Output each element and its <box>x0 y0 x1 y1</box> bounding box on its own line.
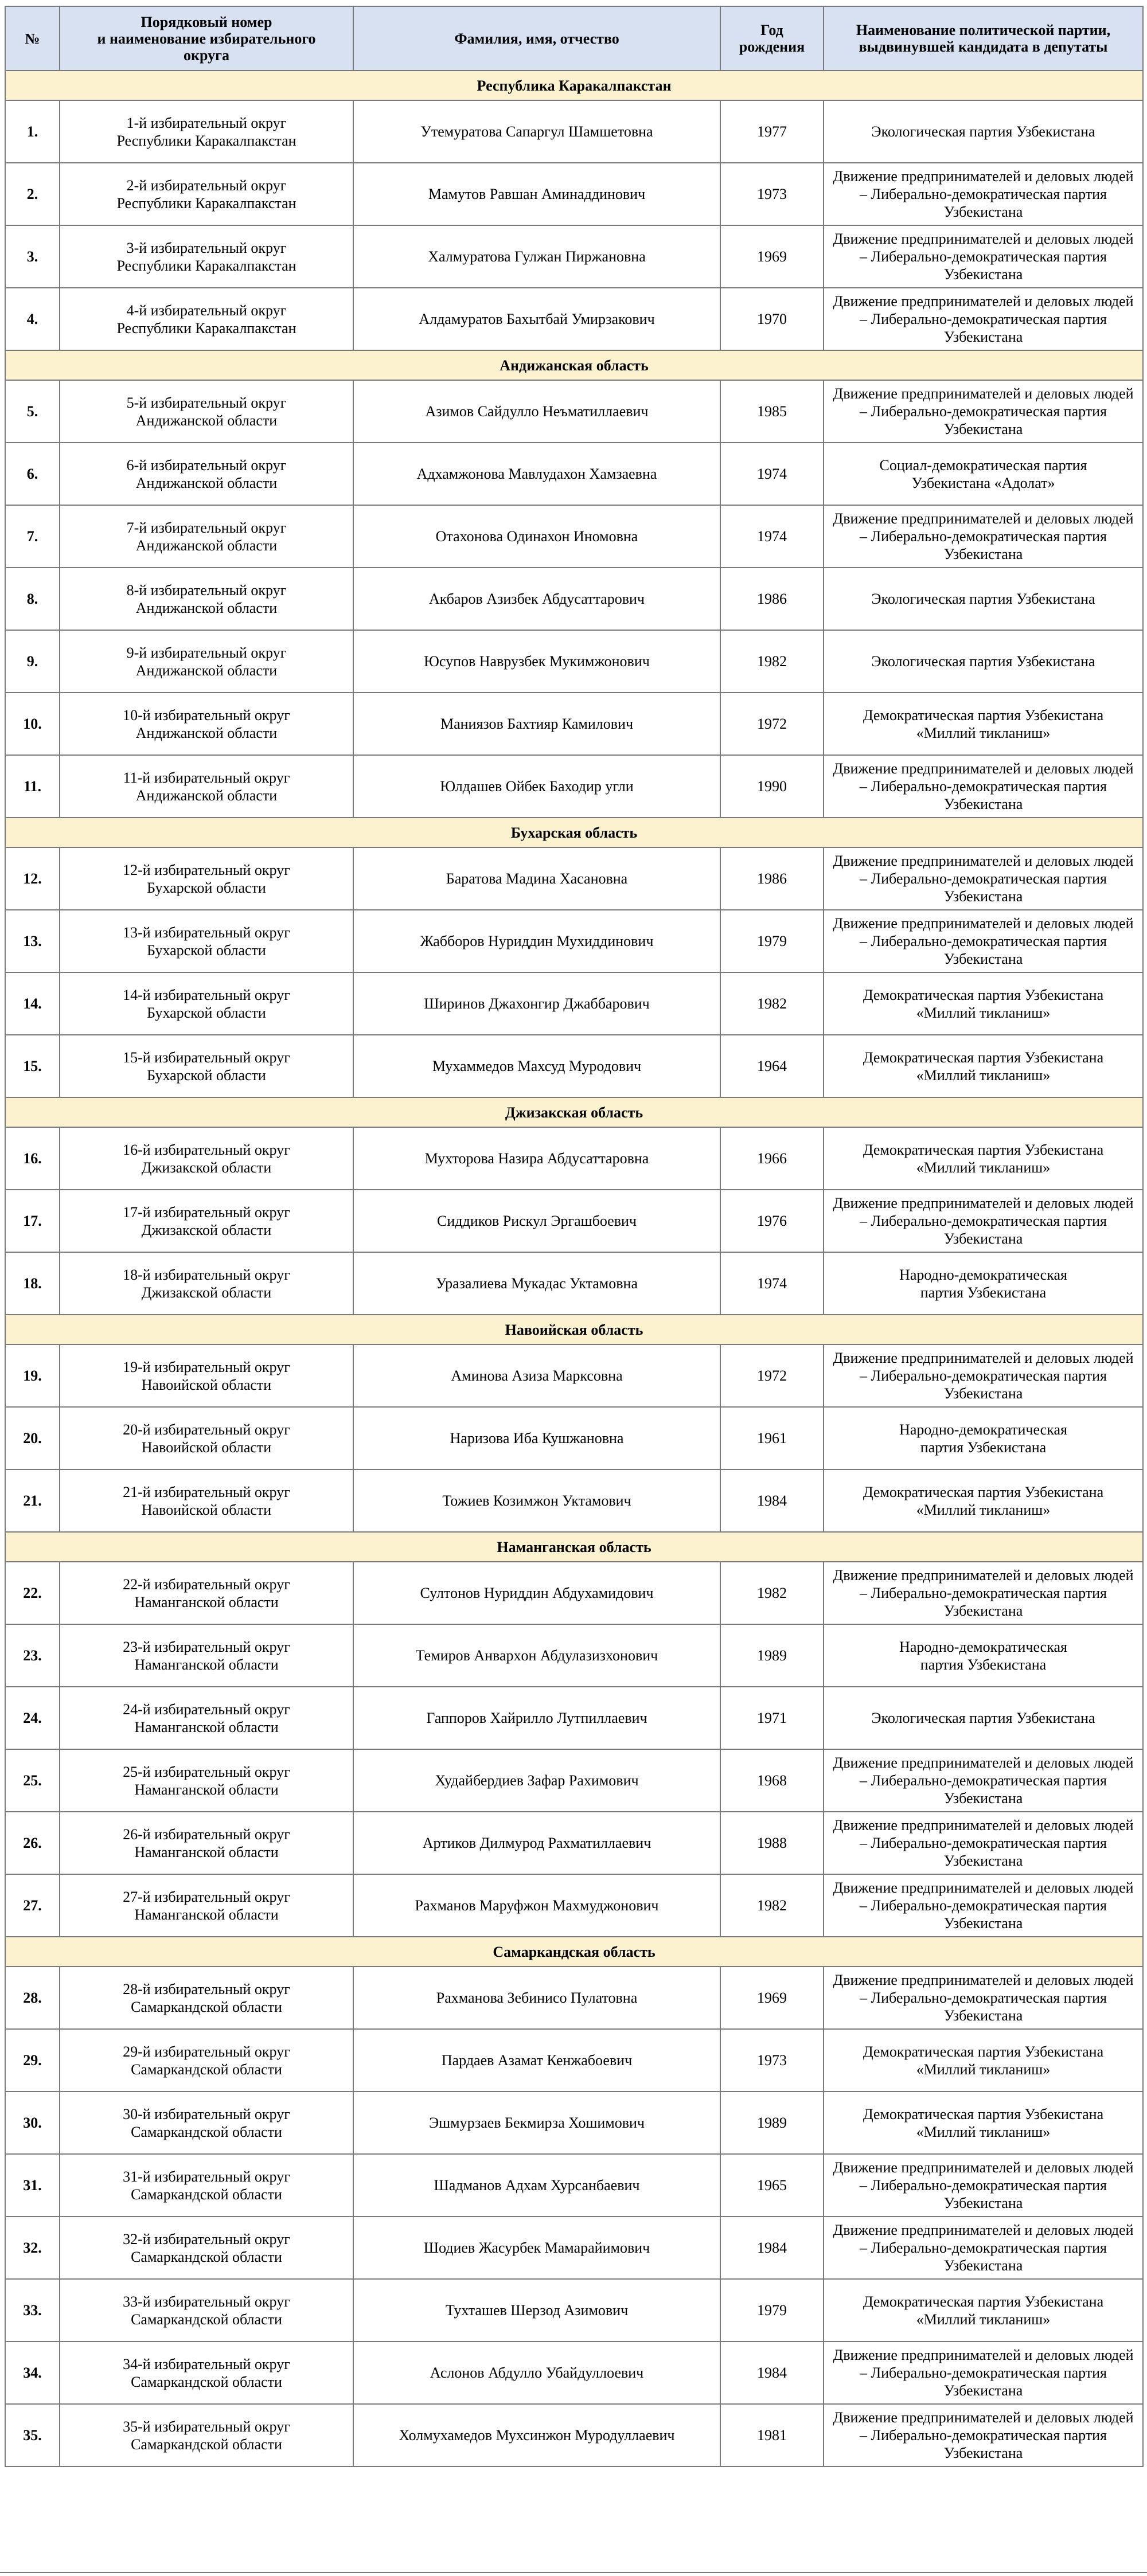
cell-full-name: Тухташев Шерзод Азимович <box>353 2279 720 2342</box>
cell-district: 2-й избирательный округ Республики Каракалпакстан <box>60 163 353 225</box>
table-row <box>5 1624 1143 1687</box>
bottom-divider <box>0 2572 1147 2573</box>
cell-birth-year: 1982 <box>720 1562 824 1624</box>
cell-full-name: Пардаев Азамат Кенжабоевич <box>353 2029 720 2092</box>
cell-full-name: Сиддиков Рискул Эргашбоевич <box>353 1190 720 1252</box>
cell-number: 10. <box>5 693 60 755</box>
cell-number: 33. <box>5 2279 60 2342</box>
cell-number: 18. <box>5 1252 60 1315</box>
cell-district: 34-й избирательный округ Самаркандской области <box>60 2342 353 2404</box>
cell-party: Демократическая партия Узбекистана «Миллий тикланиш» <box>824 972 1143 1035</box>
table-row <box>5 2154 1143 2217</box>
table-row <box>5 1127 1143 1190</box>
cell-birth-year: 1974 <box>720 505 824 568</box>
cell-birth-year: 1973 <box>720 2029 824 2092</box>
header-district-text: Порядковый номер и наименование избирательного округа <box>97 13 316 64</box>
table-row <box>5 1687 1143 1749</box>
cell-party: Демократическая партия Узбекистана «Миллий тикланиш» <box>824 2029 1143 2092</box>
cell-party: Движение предпринимателей и деловых людей – Либерально-демократическая партия Узбекистана <box>824 225 1143 288</box>
table-row <box>5 225 1143 288</box>
cell-birth-year: 1988 <box>720 1812 824 1874</box>
cell-birth-year: 1972 <box>720 693 824 755</box>
cell-birth-year: 1968 <box>720 1749 824 1812</box>
cell-district: 6-й избирательный округ Андижанской области <box>60 443 353 505</box>
cell-number: 25. <box>5 1749 60 1812</box>
cell-party: Движение предпринимателей и деловых людей – Либерально-демократическая партия Узбекистана <box>824 288 1143 350</box>
cell-party: Экологическая партия Узбекистана <box>824 100 1143 163</box>
cell-full-name: Юсупов Наврузбек Мукимжонович <box>353 630 720 693</box>
cell-number: 7. <box>5 505 60 568</box>
cell-party: Демократическая партия Узбекистана «Миллий тикланиш» <box>824 1035 1143 1097</box>
cell-full-name: Жабборов Нуриддин Мухиддинович <box>353 910 720 972</box>
cell-party: Демократическая партия Узбекистана «Миллий тикланиш» <box>824 1127 1143 1190</box>
cell-birth-year: 1982 <box>720 630 824 693</box>
cell-full-name: Султонов Нуриддин Абдухамидович <box>353 1562 720 1624</box>
region-row <box>5 350 1143 380</box>
cell-birth-year: 1981 <box>720 2404 824 2466</box>
cell-birth-year: 1979 <box>720 2279 824 2342</box>
header-district <box>60 6 353 71</box>
cell-district: 4-й избирательный округ Республики Каракалпакстан <box>60 288 353 350</box>
table-row <box>5 693 1143 755</box>
cell-full-name: Баратова Мадина Хасановна <box>353 847 720 910</box>
cell-party: Движение предпринимателей и деловых людей – Либерально-демократическая партия Узбекистана <box>824 1344 1143 1407</box>
region-row <box>5 1937 1143 1967</box>
cell-full-name: Мамутов Равшан Аминаддинович <box>353 163 720 225</box>
region-title: Наманганская область <box>5 1532 1143 1562</box>
cell-birth-year: 1965 <box>720 2154 824 2217</box>
table-row <box>5 1190 1143 1252</box>
cell-district: 7-й избирательный округ Андижанской области <box>60 505 353 568</box>
table-row <box>5 1967 1143 2029</box>
cell-district: 27-й избирательный округ Наманганской области <box>60 1874 353 1937</box>
cell-number: 3. <box>5 225 60 288</box>
cell-birth-year: 1986 <box>720 568 824 630</box>
cell-district: 21-й избирательный округ Навоийской области <box>60 1469 353 1532</box>
cell-birth-year: 1964 <box>720 1035 824 1097</box>
cell-district: 8-й избирательный округ Андижанской области <box>60 568 353 630</box>
cell-party: Демократическая партия Узбекистана «Миллий тикланиш» <box>824 2279 1143 2342</box>
header-party: Наименование политической партии, выдвинувшей кандидата в депутаты <box>824 6 1143 71</box>
cell-district: 17-й избирательный округ Джизакской области <box>60 1190 353 1252</box>
cell-district: 31-й избирательный округ Самаркандской области <box>60 2154 353 2217</box>
region-row <box>5 818 1143 847</box>
cell-party: Социал-демократическая партия Узбекистана «Адолат» <box>824 443 1143 505</box>
cell-birth-year: 1985 <box>720 380 824 443</box>
region-row <box>5 1097 1143 1127</box>
cell-birth-year: 1989 <box>720 1624 824 1687</box>
region-title: Навоийская область <box>5 1315 1143 1344</box>
cell-full-name: Шодиев Жасурбек Мамарайимович <box>353 2217 720 2279</box>
cell-district: 11-й избирательный округ Андижанской области <box>60 755 353 818</box>
table-row <box>5 2217 1143 2279</box>
table-row <box>5 910 1143 972</box>
cell-party: Движение предпринимателей и деловых людей – Либерально-демократическая партия Узбекистана <box>824 847 1143 910</box>
cell-full-name: Азимов Сайдулло Неъматиллаевич <box>353 380 720 443</box>
table-row <box>5 2029 1143 2092</box>
cell-party: Движение предпринимателей и деловых людей – Либерально-демократическая партия Узбекистана <box>824 1812 1143 1874</box>
table-row <box>5 1874 1143 1937</box>
cell-party: Движение предпринимателей и деловых людей – Либерально-демократическая партия Узбекистана <box>824 1190 1143 1252</box>
cell-party: Народно-демократическая партия Узбекистана <box>824 1407 1143 1469</box>
cell-number: 21. <box>5 1469 60 1532</box>
header-num: № <box>5 6 60 71</box>
table-row <box>5 1407 1143 1469</box>
table-row <box>5 505 1143 568</box>
cell-number: 6. <box>5 443 60 505</box>
table-row <box>5 1252 1143 1315</box>
cell-district: 5-й избирательный округ Андижанской области <box>60 380 353 443</box>
region-title: Джизакская область <box>5 1097 1143 1127</box>
header-row <box>5 6 1143 71</box>
cell-birth-year: 1979 <box>720 910 824 972</box>
cell-number: 8. <box>5 568 60 630</box>
cell-party: Движение предпринимателей и деловых людей – Либерально-демократическая партия Узбекистана <box>824 2342 1143 2404</box>
cell-full-name: Мухторова Назира Абдусаттаровна <box>353 1127 720 1190</box>
header-year: Год рождения <box>720 6 824 71</box>
cell-party: Движение предпринимателей и деловых людей – Либерально-демократическая партия Узбекистана <box>824 1562 1143 1624</box>
cell-full-name: Артиков Дилмурод Рахматиллаевич <box>353 1812 720 1874</box>
cell-district: 16-й избирательный округ Джизакской области <box>60 1127 353 1190</box>
table-body <box>5 71 1143 2466</box>
cell-full-name: Отахонова Одинахон Иномовна <box>353 505 720 568</box>
cell-number: 13. <box>5 910 60 972</box>
table-row <box>5 568 1143 630</box>
cell-district: 33-й избирательный округ Самаркандской области <box>60 2279 353 2342</box>
cell-party: Экологическая партия Узбекистана <box>824 630 1143 693</box>
table-row <box>5 847 1143 910</box>
cell-full-name: Холмухамедов Мухсинжон Муродуллаевич <box>353 2404 720 2466</box>
cell-number: 1. <box>5 100 60 163</box>
cell-birth-year: 1969 <box>720 225 824 288</box>
region-title: Андижанская область <box>5 350 1143 380</box>
cell-number: 28. <box>5 1967 60 2029</box>
cell-birth-year: 1974 <box>720 443 824 505</box>
cell-number: 30. <box>5 2092 60 2154</box>
cell-full-name: Шадманов Адхам Хурсанбаевич <box>353 2154 720 2217</box>
table-row <box>5 100 1143 163</box>
cell-district: 19-й избирательный округ Навоийской области <box>60 1344 353 1407</box>
cell-birth-year: 1984 <box>720 2342 824 2404</box>
table-row <box>5 1749 1143 1812</box>
cell-full-name: Утемуратова Сапаргул Шамшетовна <box>353 100 720 163</box>
cell-district: 1-й избирательный округ Республики Каракалпакстан <box>60 100 353 163</box>
cell-party: Движение предпринимателей и деловых людей – Либерально-демократическая партия Узбекистана <box>824 755 1143 818</box>
cell-full-name: Эшмурзаев Бекмирза Хошимович <box>353 2092 720 2154</box>
cell-district: 28-й избирательный округ Самаркандской области <box>60 1967 353 2029</box>
cell-full-name: Темиров Анварxон Абдулазизхонович <box>353 1624 720 1687</box>
cell-number: 17. <box>5 1190 60 1252</box>
table-row <box>5 972 1143 1035</box>
cell-number: 19. <box>5 1344 60 1407</box>
cell-district: 35-й избирательный округ Самаркандской области <box>60 2404 353 2466</box>
cell-party: Народно-демократическая партия Узбекистана <box>824 1624 1143 1687</box>
cell-full-name: Уразалиева Мукадас Уктамовна <box>353 1252 720 1315</box>
cell-number: 23. <box>5 1624 60 1687</box>
cell-district: 20-й избирательный округ Навоийской области <box>60 1407 353 1469</box>
cell-number: 4. <box>5 288 60 350</box>
cell-full-name: Алдамуратов Бахытбай Умирзакович <box>353 288 720 350</box>
cell-birth-year: 1984 <box>720 2217 824 2279</box>
cell-birth-year: 1970 <box>720 288 824 350</box>
cell-number: 26. <box>5 1812 60 1874</box>
table-row <box>5 163 1143 225</box>
table-row <box>5 2404 1143 2466</box>
cell-full-name: Халмуратова Гулжан Пиржановна <box>353 225 720 288</box>
cell-birth-year: 1982 <box>720 1874 824 1937</box>
table-row <box>5 2342 1143 2404</box>
table-row <box>5 1035 1143 1097</box>
cell-full-name: Аслонов Абдулло Убайдуллоевич <box>353 2342 720 2404</box>
cell-party: Движение предпринимателей и деловых людей – Либерально-демократическая партия Узбекистана <box>824 505 1143 568</box>
cell-district: 12-й избирательный округ Бухарской области <box>60 847 353 910</box>
candidates-table <box>5 6 1144 2467</box>
cell-number: 5. <box>5 380 60 443</box>
cell-party: Движение предпринимателей и деловых людей – Либерально-демократическая партия Узбекистана <box>824 380 1143 443</box>
cell-party: Демократическая партия Узбекистана «Миллий тикланиш» <box>824 1469 1143 1532</box>
cell-district: 30-й избирательный округ Самаркандской области <box>60 2092 353 2154</box>
cell-party: Демократическая партия Узбекистана «Миллий тикланиш» <box>824 2092 1143 2154</box>
cell-number: 15. <box>5 1035 60 1097</box>
cell-birth-year: 1973 <box>720 163 824 225</box>
cell-district: 3-й избирательный округ Республики Каракалпакстан <box>60 225 353 288</box>
cell-full-name: Юлдашев Ойбек Баходир угли <box>353 755 720 818</box>
cell-full-name: Рахманов Маруфжон Махмуджонович <box>353 1874 720 1937</box>
cell-party: Движение предпринимателей и деловых людей – Либерально-демократическая партия Узбекистана <box>824 1749 1143 1812</box>
cell-full-name: Ширинов Джахонгир Джаббарович <box>353 972 720 1035</box>
cell-party: Движение предпринимателей и деловых людей – Либерально-демократическая партия Узбекистана <box>824 163 1143 225</box>
header-name: Фамилия, имя, отчество <box>353 6 720 71</box>
document-table-wrapper <box>5 6 1142 2467</box>
cell-number: 12. <box>5 847 60 910</box>
cell-district: 26-й избирательный округ Наманганской области <box>60 1812 353 1874</box>
cell-number: 35. <box>5 2404 60 2466</box>
cell-number: 31. <box>5 2154 60 2217</box>
cell-number: 34. <box>5 2342 60 2404</box>
cell-full-name: Наризова Иба Кушжановна <box>353 1407 720 1469</box>
cell-birth-year: 1961 <box>720 1407 824 1469</box>
cell-full-name: Мухаммедов Махсуд Муродович <box>353 1035 720 1097</box>
cell-party: Движение предпринимателей и деловых людей – Либерально-демократическая партия Узбекистана <box>824 2404 1143 2466</box>
cell-district: 25-й избирательный округ Наманганской области <box>60 1749 353 1812</box>
cell-party: Движение предпринимателей и деловых людей – Либерально-демократическая партия Узбекистана <box>824 2154 1143 2217</box>
cell-full-name: Адхамжонова Мавлудахон Хамзаевна <box>353 443 720 505</box>
cell-full-name: Худайбердиев Зафар Рахимович <box>353 1749 720 1812</box>
cell-number: 27. <box>5 1874 60 1937</box>
cell-party: Движение предпринимателей и деловых людей – Либерально-демократическая партия Узбекистана <box>824 2217 1143 2279</box>
region-row <box>5 1315 1143 1344</box>
cell-birth-year: 1990 <box>720 755 824 818</box>
cell-full-name: Маниязов Бахтияр Камилович <box>353 693 720 755</box>
cell-birth-year: 1976 <box>720 1190 824 1252</box>
cell-number: 24. <box>5 1687 60 1749</box>
table-row <box>5 755 1143 818</box>
table-row <box>5 630 1143 693</box>
cell-birth-year: 1974 <box>720 1252 824 1315</box>
region-title: Бухарская область <box>5 818 1143 847</box>
cell-birth-year: 1966 <box>720 1127 824 1190</box>
cell-full-name: Акбаров Азизбек Абдусаттарович <box>353 568 720 630</box>
cell-district: 10-й избирательный округ Андижанской области <box>60 693 353 755</box>
cell-number: 9. <box>5 630 60 693</box>
cell-birth-year: 1977 <box>720 100 824 163</box>
cell-number: 20. <box>5 1407 60 1469</box>
cell-number: 32. <box>5 2217 60 2279</box>
cell-party: Экологическая партия Узбекистана <box>824 568 1143 630</box>
cell-number: 29. <box>5 2029 60 2092</box>
cell-party: Экологическая партия Узбекистана <box>824 1687 1143 1749</box>
cell-district: 15-й избирательный округ Бухарской области <box>60 1035 353 1097</box>
table-row <box>5 2092 1143 2154</box>
cell-birth-year: 1969 <box>720 1967 824 2029</box>
cell-district: 32-й избирательный округ Самаркандской области <box>60 2217 353 2279</box>
cell-number: 2. <box>5 163 60 225</box>
cell-party: Движение предпринимателей и деловых людей – Либерально-демократическая партия Узбекистана <box>824 1874 1143 1937</box>
cell-district: 14-й избирательный округ Бухарской области <box>60 972 353 1035</box>
region-row <box>5 71 1143 100</box>
cell-number: 14. <box>5 972 60 1035</box>
cell-district: 9-й избирательный округ Андижанской области <box>60 630 353 693</box>
cell-birth-year: 1986 <box>720 847 824 910</box>
table-row <box>5 1344 1143 1407</box>
table-row <box>5 2279 1143 2342</box>
cell-birth-year: 1989 <box>720 2092 824 2154</box>
region-title: Республика Каракалпакстан <box>5 71 1143 100</box>
region-title: Самаркандская область <box>5 1937 1143 1967</box>
table-row <box>5 443 1143 505</box>
cell-party: Движение предпринимателей и деловых людей – Либерально-демократическая партия Узбекистана <box>824 910 1143 972</box>
cell-birth-year: 1982 <box>720 972 824 1035</box>
cell-district: 13-й избирательный округ Бухарской области <box>60 910 353 972</box>
cell-party: Народно-демократическая партия Узбекистана <box>824 1252 1143 1315</box>
table-row <box>5 1469 1143 1532</box>
cell-district: 24-й избирательный округ Наманганской области <box>60 1687 353 1749</box>
cell-district: 23-й избирательный округ Наманганской области <box>60 1624 353 1687</box>
table-row <box>5 1812 1143 1874</box>
cell-birth-year: 1984 <box>720 1469 824 1532</box>
cell-birth-year: 1971 <box>720 1687 824 1749</box>
cell-full-name: Рахманова Зебинисо Пулатовна <box>353 1967 720 2029</box>
table-row <box>5 1562 1143 1624</box>
table-row <box>5 288 1143 350</box>
cell-party: Движение предпринимателей и деловых людей – Либерально-демократическая партия Узбекистана <box>824 1967 1143 2029</box>
cell-number: 22. <box>5 1562 60 1624</box>
region-row <box>5 1532 1143 1562</box>
cell-party: Демократическая партия Узбекистана «Миллий тикланиш» <box>824 693 1143 755</box>
cell-full-name: Тожиев Козимжон Уктамович <box>353 1469 720 1532</box>
cell-birth-year: 1972 <box>720 1344 824 1407</box>
cell-district: 18-й избирательный округ Джизакской области <box>60 1252 353 1315</box>
cell-district: 22-й избирательный округ Наманганской области <box>60 1562 353 1624</box>
table-row <box>5 380 1143 443</box>
cell-number: 11. <box>5 755 60 818</box>
cell-number: 16. <box>5 1127 60 1190</box>
cell-full-name: Гаппоров Хайрилло Лутпиллаевич <box>353 1687 720 1749</box>
cell-full-name: Аминова Азиза Марксовна <box>353 1344 720 1407</box>
cell-district: 29-й избирательный округ Самаркандской области <box>60 2029 353 2092</box>
